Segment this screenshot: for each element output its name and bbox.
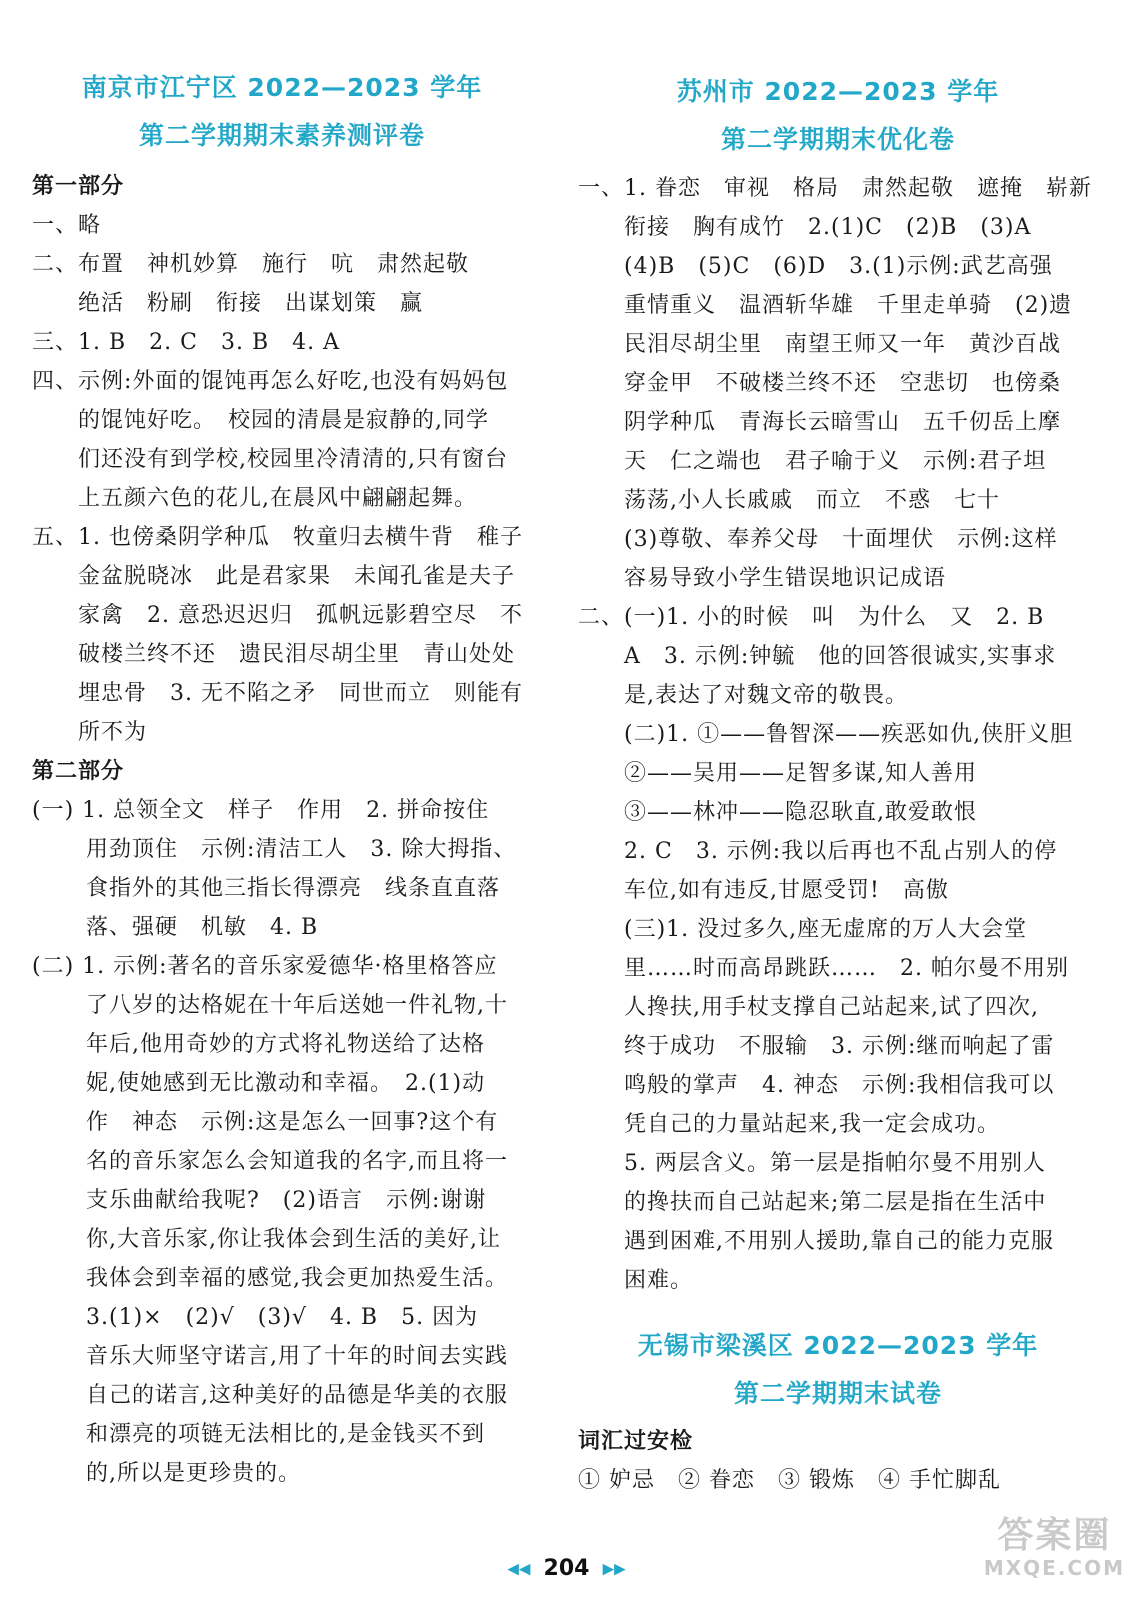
left-line: 的,所以是更珍贵的。 xyxy=(32,1461,301,1486)
right-title-line1: 苏州市 2022—2023 学年 xyxy=(676,77,1000,106)
right-line: 二、(一)1. 小的时候 叫 为什么 又 2. B xyxy=(578,605,1045,630)
right-line: (二)1. ①——鲁智深——疾恶如仇,侠肝义胆 xyxy=(578,722,1074,747)
right-line: 凭自己的力量站起来,我一定会成功。 xyxy=(578,1112,1000,1137)
left-line: 年后,他用奇妙的方式将礼物送给了达格 xyxy=(32,1032,485,1057)
right-line: 鸣般的掌声 4. 神态 示例:我相信我可以 xyxy=(578,1073,1055,1098)
right-line: 是,表达了对魏文帝的敬畏。 xyxy=(578,683,908,708)
right-line: ③——林冲——隐忍耿直,敢爱敢恨 xyxy=(578,800,977,825)
right-line: 里……时而高昂跳跃…… 2. 帕尔曼不用别 xyxy=(578,956,1069,981)
left-line: 一、略 xyxy=(32,213,102,238)
left-line: 名的音乐家怎么会知道我的名字,而且将一 xyxy=(32,1149,508,1174)
right-line: 荡荡,小人长戚戚 而立 不惑 七十 xyxy=(578,488,1000,513)
right-line: 困难。 xyxy=(578,1268,694,1293)
left-line: (二) 1. 示例:著名的音乐家爱德华·格里格答应 xyxy=(32,954,498,979)
left-title-line2: 第二学期期末素养测评卷 xyxy=(138,121,425,150)
page-number: 204 xyxy=(543,1556,590,1581)
left-line: 了八岁的达格妮在十年后送她一件礼物,十 xyxy=(32,993,508,1018)
prev-arrows-icon: ◀◀ xyxy=(507,1559,531,1578)
left-line: 落、强硬 机敏 4. B xyxy=(32,915,319,940)
next-arrows-icon: ▶▶ xyxy=(602,1559,626,1578)
right-line: 天 仁之端也 君子喻于义 示例:君子坦 xyxy=(578,449,1047,474)
right-line: 5. 两层含义。第一层是指帕尔曼不用别人 xyxy=(578,1151,1046,1176)
left-line: 我体会到幸福的感觉,我会更加热爱生活。 xyxy=(32,1266,508,1291)
left-line: 支乐曲献给我呢? (2)语言 示例:谢谢 xyxy=(32,1188,487,1213)
right-line: 终于成功 不服输 3. 示例:继而响起了雷 xyxy=(578,1034,1055,1059)
right-line: 穿金甲 不破楼兰终不还 空悲切 也傍桑 xyxy=(578,371,1062,396)
left-line: 妮,使她感到无比激动和幸福。 2.(1)动 xyxy=(32,1071,486,1096)
left-line: 第一部分 xyxy=(32,174,125,199)
left-line: 3.(1)× (2)√ (3)√ 4. B 5. 因为 xyxy=(32,1305,479,1330)
left-line: 作 神态 示例:这是怎么一回事?这个有 xyxy=(32,1110,499,1135)
left-line: 绝活 粉刷 衔接 出谋划策 赢 xyxy=(32,291,424,316)
right-line: (3)尊敬、奉养父母 十面埋伏 示例:这样 xyxy=(578,527,1058,552)
left-line: 所不为 xyxy=(32,720,148,745)
left-line: 的馄饨好吃。 校园的清晨是寂静的,同学 xyxy=(32,408,489,433)
watermark-line1: 答案圈 xyxy=(997,1515,1112,1556)
left-line: 食指外的其他三指长得漂亮 线条直直落 xyxy=(32,876,500,901)
vocab-check-heading: 词汇过安检 xyxy=(578,1429,694,1454)
right-line: 民泪尽胡尘里 南望王师又一年 黄沙百战 xyxy=(578,332,1062,357)
left-line: 家禽 2. 意恐迟迟归 孤帆远影碧空尽 不 xyxy=(32,603,523,628)
left-line: 金盆脱晓冰 此是君家果 未闻孔雀是夫子 xyxy=(32,564,516,589)
right-line: 重情重义 温酒斩华雄 千里走单骑 (2)遗 xyxy=(578,293,1073,318)
left-line: 埋忠骨 3. 无不陷之矛 同世而立 则能有 xyxy=(32,681,523,706)
left-line: 们还没有到学校,校园里冷清清的,只有窗台 xyxy=(32,447,508,472)
left-title-line1: 南京市江宁区 2022—2023 学年 xyxy=(81,73,483,102)
right-line: (4)B (5)C (6)D 3.(1)示例:武艺高强 xyxy=(578,254,1053,279)
right-line: 的搀扶而自己站起来;第二层是指在生活中 xyxy=(578,1190,1047,1215)
left-line: (一) 1. 总领全文 样子 作用 2. 拼命按住 xyxy=(32,798,490,823)
right-line: 2. C 3. 示例:我以后再也不乱占别人的停 xyxy=(578,839,1058,864)
right-line: 车位,如有违反,甘愿受罚! 高傲 xyxy=(578,878,949,903)
left-line: 四、示例:外面的馄饨再怎么好吃,也没有妈妈包 xyxy=(32,369,509,394)
left-line: 破楼兰终不还 遗民泪尽胡尘里 青山处处 xyxy=(32,642,516,667)
left-line: 二、布置 神机妙算 施行 吭 肃然起敬 xyxy=(32,252,470,277)
watermark-line2: MXQE.COM xyxy=(983,1556,1125,1580)
right-line: 容易导致小学生错误地识记成语 xyxy=(578,566,947,591)
right-line: 人搀扶,用手杖支撑自己站起来,试了四次, xyxy=(578,995,1039,1020)
right-title2-line1: 无锡市梁溪区 2022—2023 学年 xyxy=(637,1331,1039,1360)
left-line: 上五颜六色的花儿,在晨风中翩翩起舞。 xyxy=(32,486,477,511)
right-line: 遇到困难,不用别人援助,靠自己的能力克服 xyxy=(578,1229,1054,1254)
right-line: (三)1. 没过多久,座无虚席的万人大会堂 xyxy=(578,917,1028,942)
right-line: 衔接 胸有成竹 2.(1)C (2)B (3)A xyxy=(578,215,1032,240)
page-footer xyxy=(0,1556,1133,1581)
left-line: 三、1. B 2. C 3. B 4. A xyxy=(32,330,340,355)
right-line: A 3. 示例:钟毓 他的回答很诚实,实事求 xyxy=(578,644,1057,669)
right-line: ②——吴用——足智多谋,知人善用 xyxy=(578,761,977,786)
left-line: 自己的诺言,这种美好的品德是华美的衣服 xyxy=(32,1383,508,1408)
left-line: 音乐大师坚守诺言,用了十年的时间去实践 xyxy=(32,1344,508,1369)
right-title2-line2: 第二学期期末试卷 xyxy=(733,1379,942,1408)
vocab-answers: ① 妒忌 ② 眷恋 ③ 锻炼 ④ 手忙脚乱 xyxy=(578,1468,1001,1493)
left-line: 第二部分 xyxy=(32,759,125,784)
left-line: 用劲顶住 示例:清洁工人 3. 除大拇指、 xyxy=(32,837,517,862)
right-title-line2: 第二学期期末优化卷 xyxy=(720,125,955,154)
left-line: 五、1. 也傍桑阴学种瓜 牧童归去横牛背 稚子 xyxy=(32,525,523,550)
right-line: 阴学种瓜 青海长云暗雪山 五千仞岳上摩 xyxy=(578,410,1062,435)
watermark-logo xyxy=(983,1515,1125,1580)
left-line: 你,大音乐家,你让我体会到生活的美好,让 xyxy=(32,1227,501,1252)
right-line: 一、1. 眷恋 审视 格局 肃然起敬 遮掩 崭新 xyxy=(578,176,1092,201)
left-line: 和漂亮的项链无法相比的,是金钱买不到 xyxy=(32,1422,485,1447)
